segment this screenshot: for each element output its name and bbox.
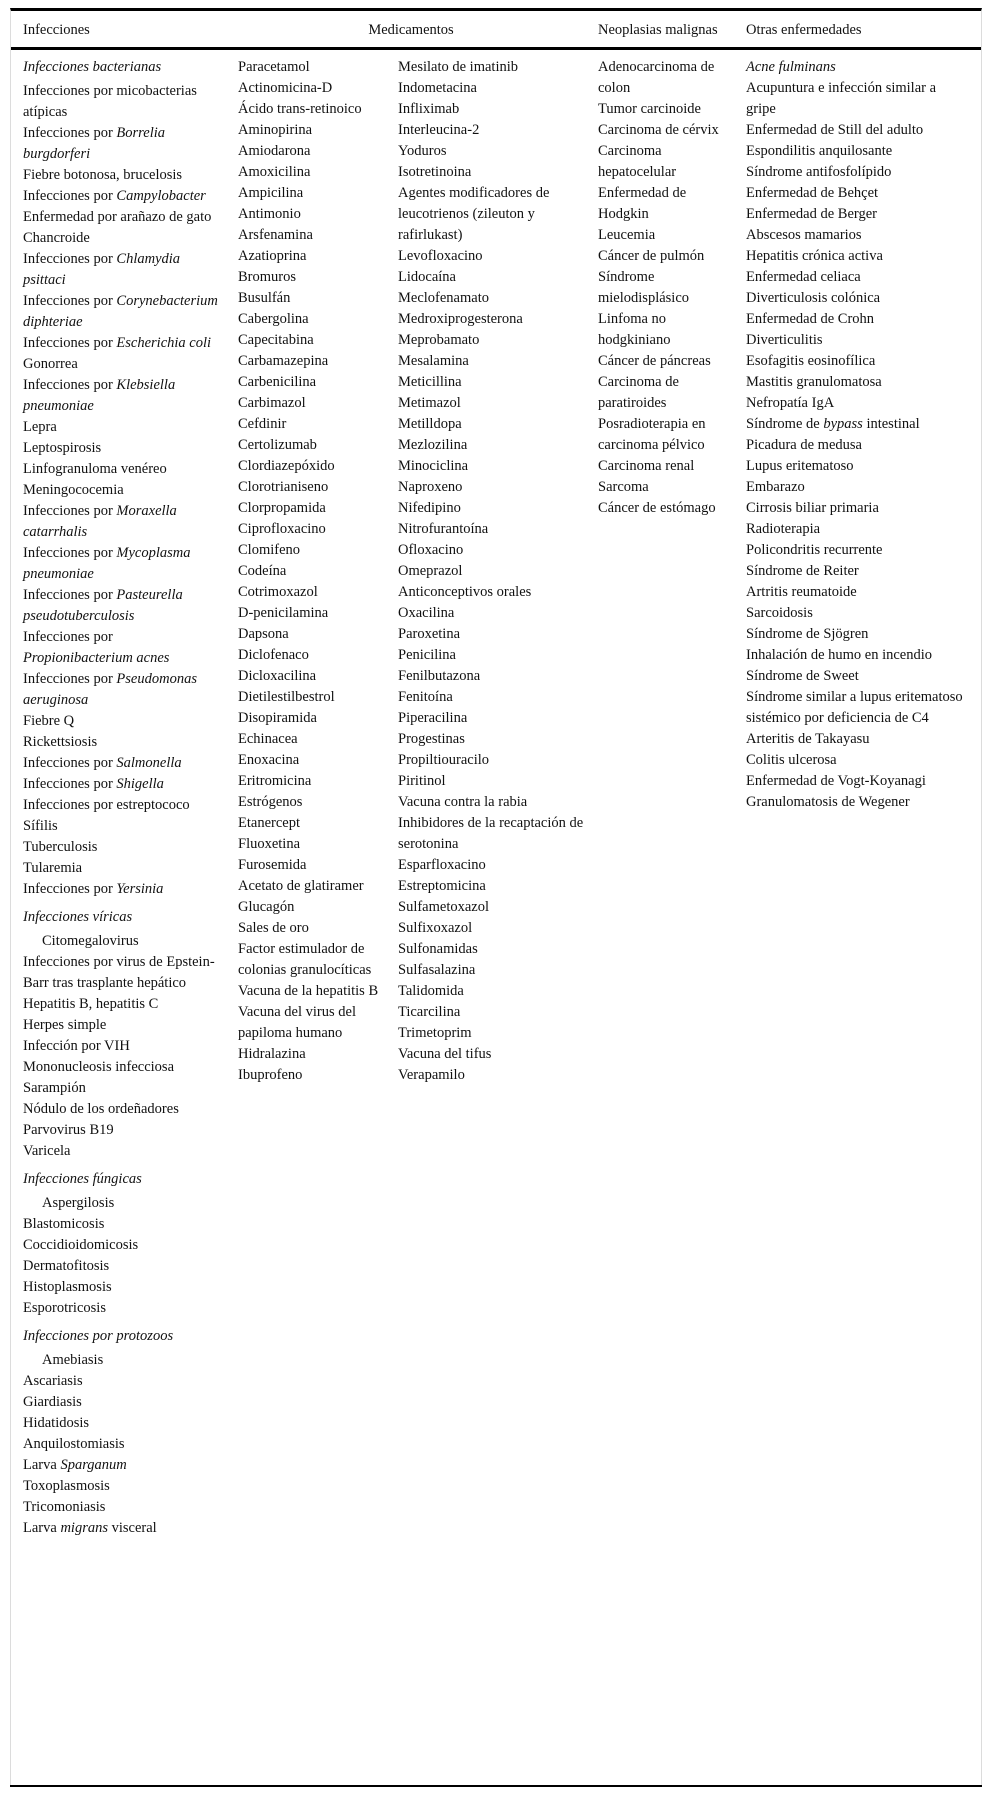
list-item: Ticarcilina <box>398 1004 461 1020</box>
list-item: Fiebre botonosa, brucelosis <box>23 167 183 183</box>
list-item: Estrógenos <box>238 794 303 810</box>
list-item: Histoplasmosis <box>23 1279 112 1295</box>
list-item: Ascariasis <box>23 1373 83 1389</box>
list-item: Cefdinir <box>238 416 287 432</box>
list-item: Acupuntura e infección similar a gripe <box>746 80 937 117</box>
section-title: Infecciones por protozoos <box>23 1328 174 1344</box>
column-medications-1 <box>238 57 398 1086</box>
list-item: Fenitoína <box>398 689 453 705</box>
list-item: Cabergolina <box>238 311 309 327</box>
list-item: Cáncer de pulmón <box>598 248 705 264</box>
list-item: Enfermedad de Hodgkin <box>598 185 687 222</box>
list-item: Verapamilo <box>398 1067 465 1083</box>
list-item: Dietilestilbestrol <box>238 689 335 705</box>
list-item: Dermatofitosis <box>23 1258 110 1274</box>
list-item: Infecciones por Pasteurella pseudotuberculosis <box>23 587 183 624</box>
list-item: Infección por VIH <box>23 1038 130 1054</box>
list-item: Lidocaína <box>398 269 456 285</box>
list-item: Omeprazol <box>398 563 463 579</box>
list-item: Síndrome de Sjögren <box>746 626 869 642</box>
list-item: Artritis reumatoide <box>746 584 857 600</box>
list-item: Infecciones por Moraxella catarrhalis <box>23 503 177 540</box>
list-item: Acetato de glatiramer <box>238 878 364 894</box>
list-item: Carcinoma hepatocelular <box>598 143 677 180</box>
list-item: Agentes modificadores de leucotrienos (zileuton y rafirlukast) <box>398 185 550 243</box>
list-item: Esofagitis eosinofílica <box>746 353 876 369</box>
list-item: Radioterapia <box>746 521 821 537</box>
section-title: Infecciones fúngicas <box>23 1171 142 1187</box>
list-item: Chancroide <box>23 230 90 246</box>
list-item: Hepatitis B, hepatitis C <box>23 996 159 1012</box>
list-item: Enfermedad de Vogt-Koyanagi <box>746 773 926 789</box>
list-item: Diverticulosis colónica <box>746 290 881 306</box>
list-item: Infecciones por virus de Epstein-Barr tras trasplante hepático <box>23 954 215 991</box>
list-item: Posradioterapia en carcinoma pélvico <box>598 416 706 453</box>
list-item: Enfermedad por arañazo de gato <box>23 209 212 225</box>
list-item: Policondritis recurrente <box>746 542 883 558</box>
list-item: Inhibidores de la recaptación de serotonina <box>398 815 584 852</box>
list-item: Codeína <box>238 563 287 579</box>
list-item: Aminopirina <box>238 122 313 138</box>
list-item: Amoxicilina <box>238 164 311 180</box>
list-item: Coccidioidomicosis <box>23 1237 139 1253</box>
list-item: Minociclina <box>398 458 469 474</box>
list-item: Indometacina <box>398 80 477 96</box>
list-item: Eritromicina <box>238 773 312 789</box>
column-header-infections: Infecciones <box>23 22 90 38</box>
list-item: Penicilina <box>398 647 456 663</box>
list-item: Esparfloxacino <box>398 857 486 873</box>
list-item: Infecciones por Corynebacterium diphteriae <box>23 293 218 330</box>
list-item: Infecciones por Yersinia <box>23 881 164 897</box>
list-item: Citomegalovirus <box>42 933 139 949</box>
list-item: Inhalación de humo en incendio <box>746 647 933 663</box>
list-item: Infecciones por Shigella <box>23 776 164 792</box>
list-item: Progestinas <box>398 731 465 747</box>
list-item: Infecciones por Salmonella <box>23 755 182 771</box>
list-item: Ofloxacino <box>398 542 464 558</box>
list-item: Enfermedad de Berger <box>746 206 877 222</box>
list-item: Nódulo de los ordeñadores <box>23 1101 179 1117</box>
list-item: Síndrome antifosfolípido <box>746 164 892 180</box>
list-item: Linfogranuloma venéreo <box>23 461 167 477</box>
list-item: Meticillina <box>398 374 462 390</box>
list-item: Meningococemia <box>23 482 124 498</box>
list-item: Enfermedad de Still del adulto <box>746 122 924 138</box>
list-item: Linfoma no hodgkiniano <box>598 311 671 348</box>
column-other-diseases <box>746 57 969 813</box>
list-item: Mastitis granulomatosa <box>746 374 882 390</box>
list-item: Dicloxacilina <box>238 668 317 684</box>
list-item: Piritinol <box>398 773 446 789</box>
table-header-row <box>11 11 981 50</box>
list-item: Sulfixoxazol <box>398 920 473 936</box>
list-item: Naproxeno <box>398 479 463 495</box>
list-item: Carbamazepina <box>238 353 329 369</box>
list-item: Síndrome de bypass intestinal <box>746 416 920 432</box>
list-item: Bromuros <box>238 269 296 285</box>
list-item: Cotrimoxazol <box>238 584 318 600</box>
list-item: Metilldopa <box>398 416 462 432</box>
list-item: Yoduros <box>398 143 447 159</box>
list-item: Anquilostomiasis <box>23 1436 125 1452</box>
list-item: Etanercept <box>238 815 300 831</box>
list-item: Síndrome similar a lupus eritematoso sistémico por deficiencia de C4 <box>746 689 963 726</box>
list-item: Infecciones por Campylobacter <box>23 188 206 204</box>
list-item: Adenocarcinoma de colon <box>598 59 715 96</box>
list-item: Sarampión <box>23 1080 86 1096</box>
list-item: Meclofenamato <box>398 290 489 306</box>
list-item: Hidatidosis <box>23 1415 90 1431</box>
list-item: Vacuna del tifus <box>398 1046 492 1062</box>
list-item: Diclofenaco <box>238 647 309 663</box>
column-neoplasms <box>598 57 746 519</box>
list-item: Hidralazina <box>238 1046 306 1062</box>
list-item: Metimazol <box>398 395 461 411</box>
list-item: Azatioprina <box>238 248 307 264</box>
list-item: Fenilbutazona <box>398 668 481 684</box>
section-title: Infecciones víricas <box>23 909 133 925</box>
list-item: Arteritis de Takayasu <box>746 731 870 747</box>
list-item: Nifedipino <box>398 500 461 516</box>
list-item: Espondilitis anquilosante <box>746 143 893 159</box>
list-item: Enfermedad de Behçet <box>746 185 879 201</box>
list-item: Infecciones por Chlamydia psittaci <box>23 251 181 288</box>
list-item: Ibuprofeno <box>238 1067 303 1083</box>
list-item: Carcinoma renal <box>598 458 695 474</box>
table-bottom-rule <box>10 1785 982 1787</box>
list-item: Colitis ulcerosa <box>746 752 837 768</box>
list-item: Tuberculosis <box>23 839 98 855</box>
list-item: Factor estimulador de colonias granulocíticas <box>238 941 372 978</box>
list-item: Actinomicina-D <box>238 80 333 96</box>
list-item: Certolizumab <box>238 437 317 453</box>
list-item: Isotretinoina <box>398 164 472 180</box>
list-item: Carbenicilina <box>238 374 317 390</box>
list-item: Acne fulminans <box>746 59 836 75</box>
list-item: Glucagón <box>238 899 295 915</box>
list-item: Tularemia <box>23 860 83 876</box>
list-item: Ácido trans-retinoico <box>238 101 362 117</box>
list-item: Cáncer de páncreas <box>598 353 711 369</box>
list-item: Piperacilina <box>398 710 468 726</box>
list-item: Busulfán <box>238 290 291 306</box>
list-item: Talidomida <box>398 983 464 999</box>
list-item: Trimetoprim <box>398 1025 472 1041</box>
list-item: Infecciones por Mycoplasma pneumoniae <box>23 545 191 582</box>
list-item: Enoxacina <box>238 752 300 768</box>
section-title: Infecciones bacterianas <box>23 59 162 75</box>
list-item: Diverticulitis <box>746 332 823 348</box>
list-item: Anticonceptivos orales <box>398 584 532 600</box>
list-item: Carcinoma de paratiroides <box>598 374 679 411</box>
list-item: Lupus eritematoso <box>746 458 854 474</box>
list-item: Giardiasis <box>23 1394 82 1410</box>
list-item: Infliximab <box>398 101 460 117</box>
list-item: Fluoxetina <box>238 836 301 852</box>
list-item: Clorotrianiseno <box>238 479 329 495</box>
list-item: Esporotricosis <box>23 1300 106 1316</box>
list-item: Blastomicosis <box>23 1216 105 1232</box>
list-item: Enfermedad de Crohn <box>746 311 875 327</box>
list-item: Amiodarona <box>238 143 311 159</box>
table-body <box>11 50 981 1785</box>
list-item: Lepra <box>23 419 57 435</box>
list-item: Síndrome de Sweet <box>746 668 859 684</box>
list-item: Ampicilina <box>238 185 304 201</box>
list-item: Ciprofloxacino <box>238 521 326 537</box>
list-item: Sulfametoxazol <box>398 899 490 915</box>
list-item: Leucemia <box>598 227 656 243</box>
list-item: Estreptomicina <box>398 878 486 894</box>
list-item: Vacuna del virus del papiloma humano <box>238 1004 356 1041</box>
list-item: Granulomatosis de Wegener <box>746 794 910 810</box>
list-item: Infecciones por Escherichia coli <box>23 335 212 351</box>
list-item: Carcinoma de cérvix <box>598 122 719 138</box>
list-item: Cirrosis biliar primaria <box>746 500 879 516</box>
list-item: Antimonio <box>238 206 301 222</box>
list-item: Infecciones por Pseudomonas aeruginosa <box>23 671 197 708</box>
list-item: Clorpropamida <box>238 500 326 516</box>
list-item: Sulfonamidas <box>398 941 478 957</box>
list-item: Gonorrea <box>23 356 78 372</box>
list-item: Nitrofurantoína <box>398 521 489 537</box>
list-item: Interleucina-2 <box>398 122 480 138</box>
list-item: Toxoplasmosis <box>23 1478 110 1494</box>
list-item: Herpes simple <box>23 1017 107 1033</box>
list-item: Parvovirus B19 <box>23 1122 114 1138</box>
list-item: Disopiramida <box>238 710 317 726</box>
list-item: Carbimazol <box>238 395 306 411</box>
list-item: Hepatitis crónica activa <box>746 248 883 264</box>
list-item: Amebiasis <box>42 1352 104 1368</box>
list-item: Tumor carcinoide <box>598 101 701 117</box>
list-item: Enfermedad celiaca <box>746 269 861 285</box>
list-item: Oxacilina <box>398 605 455 621</box>
column-header-medications: Medicamentos <box>368 22 454 38</box>
list-item: Infecciones por Borrelia burgdorferi <box>23 125 166 162</box>
list-item: Sulfasalazina <box>398 962 476 978</box>
list-item: Mononucleosis infecciosa <box>23 1059 175 1075</box>
list-item: Nefropatía IgA <box>746 395 835 411</box>
list-item: Mesalamina <box>398 353 469 369</box>
column-header-other-diseases: Otras enfermedades <box>746 22 862 38</box>
list-item: D-penicilamina <box>238 605 329 621</box>
list-item: Sales de oro <box>238 920 309 936</box>
column-medications-2 <box>398 57 598 1086</box>
list-item: Embarazo <box>746 479 805 495</box>
list-item: Propiltiouracilo <box>398 752 490 768</box>
list-item: Vacuna contra la rabia <box>398 794 528 810</box>
column-header-neoplasms: Neoplasias malignas <box>598 22 718 38</box>
list-item: Infecciones por Propionibacterium acnes <box>23 629 170 666</box>
list-item: Echinacea <box>238 731 298 747</box>
list-item: Aspergilosis <box>42 1195 115 1211</box>
list-item: Clomifeno <box>238 542 301 558</box>
list-item: Síndrome de Reiter <box>746 563 859 579</box>
list-item: Mesilato de imatinib <box>398 59 519 75</box>
list-item: Sífilis <box>23 818 58 834</box>
list-item: Rickettsiosis <box>23 734 98 750</box>
list-item: Larva migrans visceral <box>23 1520 157 1536</box>
list-item: Clordiazepóxido <box>238 458 335 474</box>
list-item: Sarcoma <box>598 479 649 495</box>
list-item: Infecciones por estreptococo <box>23 797 190 813</box>
list-item: Levofloxacino <box>398 248 483 264</box>
list-item: Paroxetina <box>398 626 461 642</box>
list-item: Picadura de medusa <box>746 437 862 453</box>
list-item: Larva Sparganum <box>23 1457 127 1473</box>
list-item: Meprobamato <box>398 332 480 348</box>
list-item: Fiebre Q <box>23 713 75 729</box>
list-item: Infecciones por micobacterias atípicas <box>23 83 197 120</box>
list-item: Varicela <box>23 1143 71 1159</box>
list-item: Paracetamol <box>238 59 310 75</box>
list-item: Síndrome mielodisplásico <box>598 269 690 306</box>
list-item: Abscesos mamarios <box>746 227 862 243</box>
list-item: Dapsona <box>238 626 289 642</box>
list-item: Vacuna de la hepatitis B <box>238 983 379 999</box>
list-item: Capecitabina <box>238 332 314 348</box>
list-item: Furosemida <box>238 857 307 873</box>
list-item: Infecciones por Klebsiella pneumoniae <box>23 377 176 414</box>
list-item: Tricomoniasis <box>23 1499 106 1515</box>
list-item: Cáncer de estómago <box>598 500 716 516</box>
list-item: Leptospirosis <box>23 440 102 456</box>
list-item: Arsfenamina <box>238 227 313 243</box>
differential-diagnosis-table <box>10 8 982 1785</box>
list-item: Sarcoidosis <box>746 605 813 621</box>
list-item: Mezlozilina <box>398 437 468 453</box>
column-infections <box>23 57 238 1539</box>
list-item: Medroxiprogesterona <box>398 311 523 327</box>
